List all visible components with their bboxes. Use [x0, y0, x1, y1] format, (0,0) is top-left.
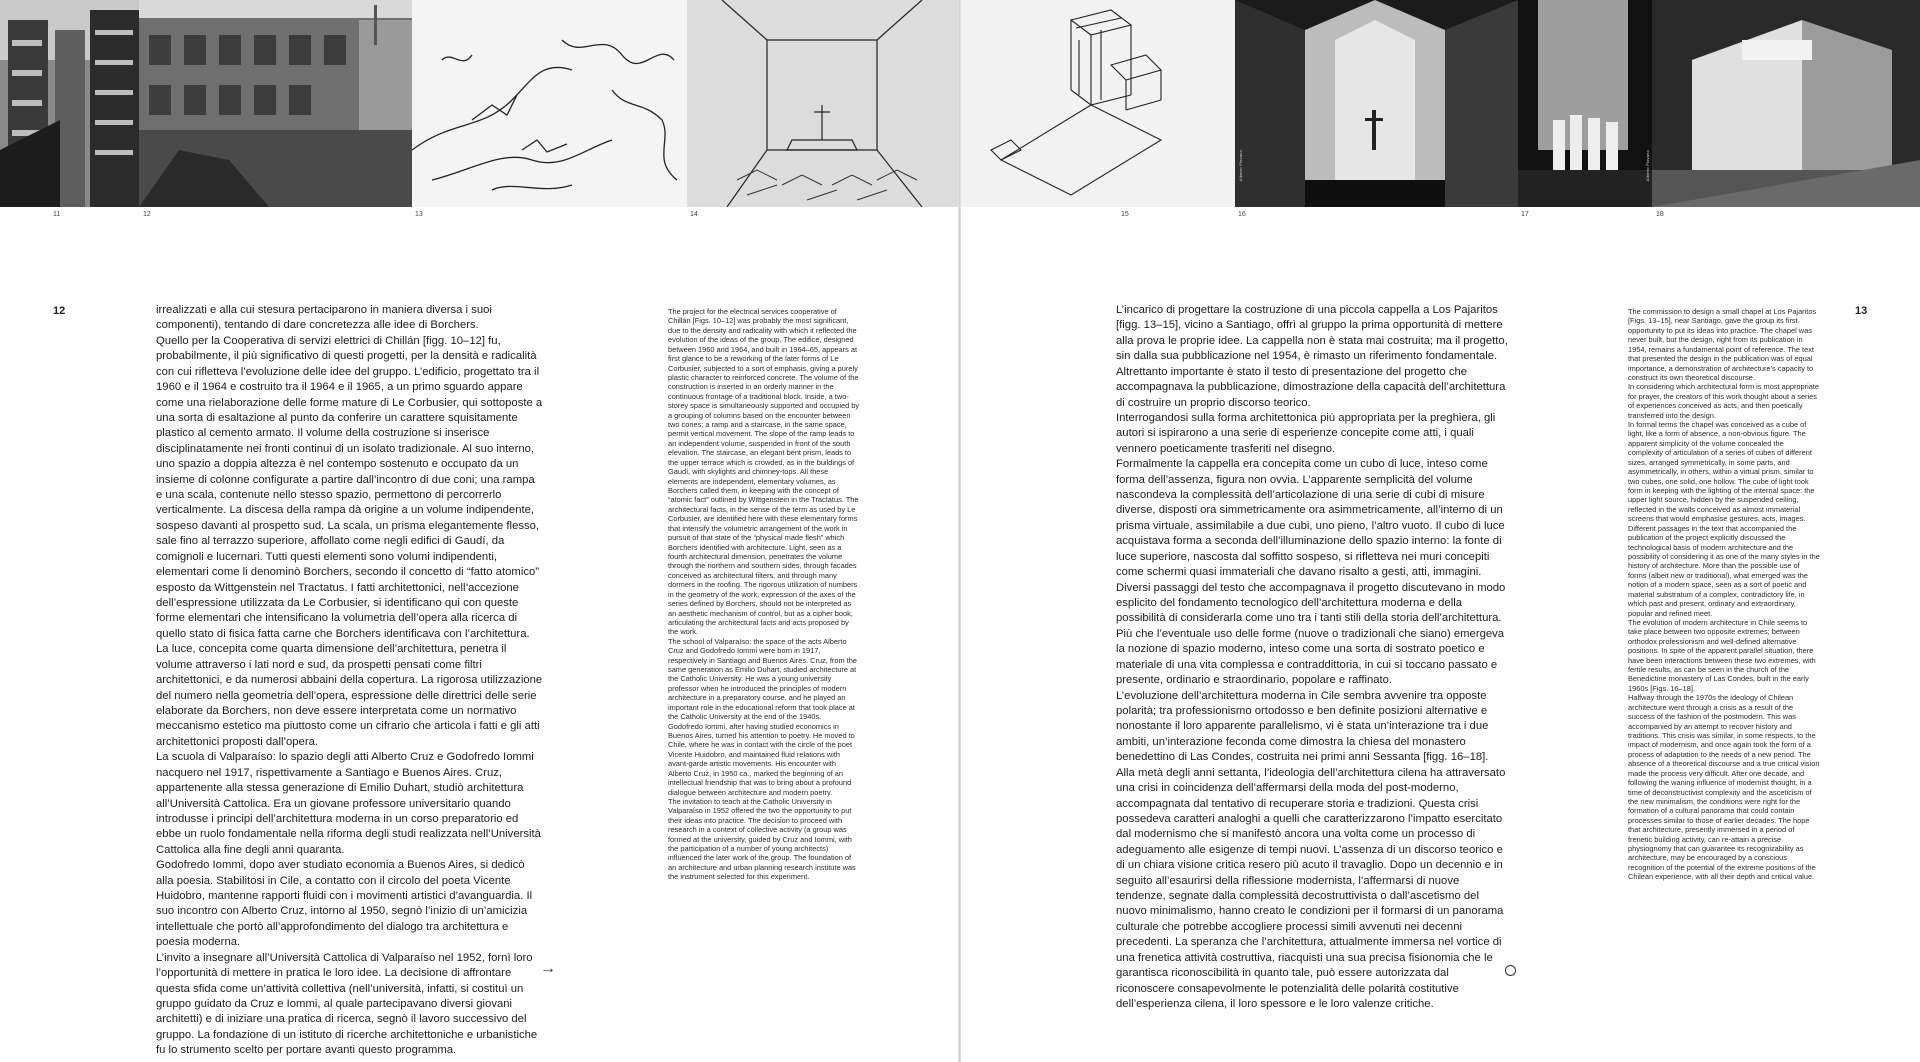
- figure-number: 13: [415, 211, 423, 218]
- paragraph: The project for the electrical services cooperative of Chillán [Figs. 10–12] was probably the most significant, due to the density and radicality with which it reflected the evolution of the ideas of the group. The edifice, designed between 1960 and 1964, and built in 1964–65, appears at first glance to be a reworking of the later forms of Le Corbusier, subjected to a sort of emphasis, giving a purely plastic character to reinforced concrete. The volume of the construction is inserted in an orderly manner in the continuous frontage of a traditional block. Inside, a two-storey space is simultaneously supported and occupied by a grouping of columns based on the encounter between two cones; a ramp and a staircase, in the same space, permit vertical movement. The slope of the ramp leads to an independent volume, suspended in front of the south elevation. The staircase, an elegant bent prism, leads to the upper terrace which is crowded, as in the buildings of Gaudí, with skylights and chimney-tops. All these elements are independent, elementary volumes, as Borchers called them, in keeping with the concept of “atomic fact” outlined by Wittgenstein in the Tractatus. The architectural facts, in the sense of the term as used by Le Corbusier, are identified here with these elementary forms that intensify the volumetric arrangement of the work in pursuit of that state of the “physical made flesh” which Borchers identified with architecture. Light, seen as a fourth architectural dimension, penetrates the volume through the northern and southern sides, through facades conceived as architectural filters, and through many dormers in the roofing. The rigorous utilization of numbers in the geometry of the work, expression of the axes of the series defined by Borchers, should not be interpreted as an aesthetic mechanism of control, but as a cipher book, articulating the architectural facts and acts proposed by the work.: [668, 307, 860, 637]
- paragraph: Halfway through the 1970s the ideology of Chilean architecture went through a crisis as a result of the success of the fashion of the postmodern. This was accompanied by an attempt to recover history and traditions. This crisis was similar, in some respects, to the impact of modernism, and once again took the form of a process of adaptation to the needs of a new period. The absence of a theoretical discourse and a true critical vision made the process very difficult. After one decade, and following the waning influence of modernist thought, in a time of deconstructivist complexity and the asceticism of the new minimalism, the conditions were right for the formation of a cultural panorama that could contain processes similar to those of earlier decades. The hope that architecture, presently immersed in a period of frenetic building activity, can re-attain a precise physiognomy that can guarantee its recognizability as architecture, may be encouraged by a conscious recognition of the potential of the extreme positions of the Chilean experience, with all their depth and critical value.: [1628, 693, 1820, 882]
- photo-credit-1: Alberto Piovano: [1238, 150, 1243, 182]
- figure-17-image: [1518, 0, 1652, 207]
- paragraph: Godofredo Iommi, dopo aver studiato economia a Buenos Aires, si dedicò alla poesia. Stabilitosi in Cile, a contatto con il circolo del poeta Vicente Huidobro, mantenne rapporti fluidi con i movimenti artistici d’avanguardia. Il suo incontro con Alberto Cruz, intorno al 1950, segnò l’inizio di un’amicizia intellettuale che portò all’approfondimento del dialogo tra architettura e poesia moderna.: [156, 859, 533, 949]
- paragraph: The evolution of modern architecture in Chile seems to take place between two opposite extremes; between orthodox professionism and well-defined alternative positions. In spite of the apparent parallel situation, there have been interactions between these two extremes, with fertile results, as can be seen in the church of the Benedictine monastery of Las Condes, built in the early 1960s [Figs. 16–18].: [1628, 617, 1816, 693]
- end-mark-icon: [1505, 965, 1516, 976]
- paragraph: Diversi passaggi del testo che accompagnava il progetto discutevano in modo esplicito del fondamento tecnologico dell’architettura moderna e della possibilità di considerarla come uno tra i tanti stili della storia dell’architettura. Più che l’eventuale uso delle forme (nuove o tradizionali che siano) emergeva la nozione di spazio moderno, inteso come una sorta di sostrato poetico e materiale di una vita complessa e contraddittoria, in cui si toccano passato e presente, ordinario e straordinario, popolare e raffinato.: [1116, 581, 1506, 687]
- figure-number: 18: [1656, 211, 1664, 218]
- paragraph: Interrogandosi sulla forma architettonica più appropriata per la preghiera, gli autori si ispirarono a una serie di esperienze concepite come atti, i quali vennero poeticamente trasferiti nel disegno.: [1116, 411, 1496, 455]
- paragraph: The invitation to teach at the Catholic University in Valparaíso in 1952 offered the two the opportunity to put their ideas into practice. The decision to proceed with research in a context of collective activity (a group was formed at the university, guided by Cruz and Iommi, with the participation of a number of young architects) influenced the later work of the group. The foundation of an architecture and urban planning research institute was the instrument selected for this experiment.: [668, 796, 856, 882]
- figure-number: 12: [143, 211, 151, 218]
- figure-number: 17: [1521, 211, 1529, 218]
- paragraph: The school of Valparaíso: the space of the acts Alberto Cruz and Godofredo Iommi were born in 1917, respectively in Santiago and Buenos Aires. Cruz, from the same generation as Emilio Duhart, studied architecture at the Catholic University. He was a young university professor when he introduced the principles of modern architecture in a preparatory course, and he played an important role in the educational reform that took place at the Catholic University at the end of the 1940s.: [668, 636, 857, 722]
- paragraph: La scuola di Valparaíso: lo spazio degli atti Alberto Cruz e Godofredo Iommi nacquero nel 1917, rispettivamente a Santiago e Buenos Aires. Cruz, appartenente alla stessa generazione di Emilio Duhart, studiò architettura all’Università Cattolica. Era un giovane professore universitario quando introdusse i principi dell’architettura moderna in un corso preparatorio ed ebbe un ruolo fondamentale nella riforma degli studi realizzata nell’Università Cattolica alla fine degli anni quaranta.: [156, 751, 541, 856]
- paragraph: The commission to design a small chapel at Los Pajaritos [Figs. 13–15], near Santiago, gave the group its first opportunity to put its ideas into practice. The chapel was never built, but the design, right from its publication in 1954, remains a fundamental point of reference. The text that presented the design in the publication was of equal importance, a demonstration of architecture’s capacity to construct its own theoretical discourse.: [1628, 307, 1817, 382]
- figure-11-image: [0, 0, 139, 207]
- figure-18-image: [1652, 0, 1920, 207]
- right-main-column: [1116, 303, 1510, 1012]
- figure-number: 15: [1121, 211, 1129, 218]
- left-side-column: [668, 307, 860, 882]
- figure-15-image: [961, 0, 1235, 207]
- paragraph: Formalmente la cappella era concepita come un cubo di luce, inteso come forma dell’assenza, figura non ovvia. L’apparente semplicità del volume nascondeva la complessità dell’articolazione di una serie di cubi di misure diverse, disposti ora simmetricamente ora asimmetricamente, all’interno di un prisma virtuale, assimilabile a due cubi, uno pieno, l’altro vuoto. Il cubo di luce acquistava forma a seconda dell’illuminazione dello spazio interno: la fonte di luce superiore, nascosta dal soffitto sospeso, si rifletteva nei muri concepiti come schermi quasi immateriali che davano risalto a gesti, atti, immagini.: [1116, 458, 1505, 579]
- book-gutter: [958, 0, 961, 1062]
- figure-12-image: [139, 0, 412, 207]
- figure-number: 16: [1238, 211, 1246, 218]
- figure-16-image: [1235, 0, 1518, 207]
- paragraph: Quello per la Cooperativa di servizi elettrici di Chillán [figg. 10–12] fu, probabilmente, il più significativo di questi progetti, per la densità e radicalità con cui rifletteva l’evoluzione delle idee del gruppo. L’edificio, progettato tra il 1960 e il 1964 e costruito tra il 1964 e il 1965, a un primo sguardo appare come una rielaborazione delle forme mature di Le Corbusier, qui sottoposte a una sorta di esaltazione al punto da conferire un carattere squisitamente plastico al cemento armato. Il volume della costruzione si inserisce disciplinatamente nei fronti continui di un isolato tradizionale. Al suo interno, uno spazio a doppia altezza è nel contempo sostenuto e occupato da un insieme di colonne configurate a partire dall’incontro di due coni; una rampa e una scala, contenute nello stesso spazio, permettono di percorrerlo verticalmente. La discesa della rampa dà origine a un volume indipendente, sospeso davanti al prospetto sud. La scala, un prisma elegantemente flesso, sale fino al terrazzo superiore, affollato come negli edifici di Gaudí, da comignoli e lucernari. Tutti questi elementi sono volumi indipendenti, elementari come li denominò Borchers, secondo il concetto di “fatto atomico” esposto da Wittgenstein nel Tractatus. I fatti architettonici, nell’accezione dell’espressione utilizzata da Le Corbusier, si identificano qui con queste forme elementari che intensificano la volumetria dell’opera alla ricerca di quello stato di fisica fatta carne che Borchers identificava con l’architettura. La luce, concepita come quarta dimensione dell’architettura, penetra il volume attraverso i lati nord e sud, da prospetti pensati come filtri architettonici, e da numerosi abbaini della copertura. La rigorosa utilizzazione del numero nella geometria dell’opera, espressione delle direttrici delle serie elaborate da Borchers, non deve essere interpretata come un normativo meccanismo estetico ma piuttosto come un cifrario che articola i fatti e gli atti architettonici proposti dall’opera.: [156, 334, 543, 748]
- paragraph: L’invito a insegnare all’Università Cattolica di Valparaíso nel 1952, fornì loro l’opportunità di mettere in pratica le loro idee. La decisione di affrontare questa sfida come un’attività collettiva (nell’università, infatti, si costituì un gruppo guidato da Cruz e Iommi, al quale partecipavano diversi giovani architetti) e di iniziare una pratica di ricerca, segnò il lavoro successivo del gruppo. La fondazione di un istituto di ricerche architettoniche e urbanistiche fu lo strumento scelto per portare avanti questo programma.: [156, 951, 538, 1057]
- paragraph: In formal terms the chapel was conceived as a cube of light, like a form of absence, a non-obvious figure. The apparent simplicity of the volume concealed the complexity of articulation of a series of cubes of different sizes, arranged symmetrically, in some parts, and asymmetrically, in others, within a virtual prism, similar to two cubes, one solid, one hollow. The cube of light took form in keeping with the lighting of the internal space: the upper light source, hidden by the suspended ceiling, reflected in the walls conceived as almost immaterial screens that would emphasise gestures, acts, images. Different passages in the text that accompanied the publication of the project explicitly discussed the technological basis of modern architecture and the possibility of considering it as one of the many styles in the history of architecture. More than the possible use of forms (albeit new or traditional), what emerged was the notion of a modern space, seen as a sort of poetic and material substratum of a complex, contradictory life, in which past and present, ordinary and extraordinary, popular and refined meet.: [1628, 420, 1820, 618]
- figure-number: 11: [53, 211, 61, 218]
- page-number-left: 12: [53, 305, 66, 317]
- page-number-right: 13: [1855, 305, 1868, 317]
- paragraph: L’evoluzione dell’architettura moderna in Cile sembra avvenire tra opposte polarità; tra professionismo ortodosso e ben definite posizioni alternative e nonostante il loro apparente parallelismo, vi è stata un’interazione tra i due ambiti, un’interazione feconda come dimostra la chiesa del monastero benedettino di Las Condes, costruita nei primi anni Sessanta [figg. 16–18].: [1116, 689, 1489, 764]
- left-main-column: [156, 303, 543, 1059]
- paragraph: irrealizzati e alla cui stesura pertaciparono in maniera diversa i suoi componenti), tentando di dare concretezza alle idee di Borchers.: [156, 304, 492, 332]
- paragraph: In considering which architectural form is most appropriate for prayer, the creators of this work thought about a series of experiences conceived as acts, and then poetically transferred into the design.: [1628, 382, 1820, 420]
- photo-credit-2: Alberto Piovano: [1645, 150, 1650, 182]
- figure-14-image: [687, 0, 958, 207]
- figure-13-image: [412, 0, 687, 207]
- paragraph: Alla metà degli anni settanta, l’ideologia dell’architettura cilena ha attraversato una crisi in coincidenza dell’affermarsi della moda del post-moderno, accompagnata dal tentativo di recuperare storia e tradizioni. Questa crisi possedeva caratteri analoghi a quelli che caratterizzarono l’impatto esercitato dal modernismo che si manifestò ancora una volta come un processo di adeguamento alle esigenze di tempi nuovi. L’assenza di un discorso teorico e di un chiara visione critica resero più acuto il travaglio. Dopo un decennio e in seguito all’esaurirsi della riflessione modernista, l’affermarsi di nuove tendenze, segnate dalla complessità decostruttivista o dall’ascetismo del nuovo minimalismo, hanno creato le condizioni per il formarsi di un panorama culturale che potrebbe accogliere processi simili avvenuti nei decenni precedenti. La speranza che l’architettura, attualmente immersa nel vortice di una frenetica attività costruttiva, riacquisti una sua precisa fisionomia che le garantisca riconoscibilità in quanto tale, può essere autorizzata dal riconoscere consapevolmente le potenzialità delle polarità costitutive dell’esperienza cilena, il loro spessore e le loro valenze critiche.: [1116, 766, 1506, 1010]
- paragraph: Godofredo Iommi, after having studied economics in Buenos Aires, turned his attention to poetry. He moved to Chile, where he was in contact with the circle of the poet Vicente Huidobro, and maintained fluid relations with avant-garde artistic movements. His encounter with Alberto Cruz, in 1950 ca., marked the beginning of an intellectual friendship that was to bring about a profound dialogue between architecture and modern poetry.: [668, 721, 855, 797]
- paragraph: L’incarico di progettare la costruzione di una piccola cappella a Los Pajaritos [figg. 13–15], vicino a Santiago, offrì al gruppo la prima opportunità di mettere alla prova le proprie idee. La cappella non è stata mai costruita; ma il progetto, sin dalla sua pubblicazione nel 1954, è rimasto un riferimento fondamentale. Altrettanto importante è stato il testo di presentazione del progetto che accompagnava la pubblicazione, dimostrazione della capacità dell’architettura di costruire un proprio discorso teorico.: [1116, 304, 1508, 409]
- next-page-arrow[interactable]: →: [540, 960, 556, 977]
- figure-number: 14: [690, 211, 698, 218]
- right-side-column: [1628, 307, 1820, 882]
